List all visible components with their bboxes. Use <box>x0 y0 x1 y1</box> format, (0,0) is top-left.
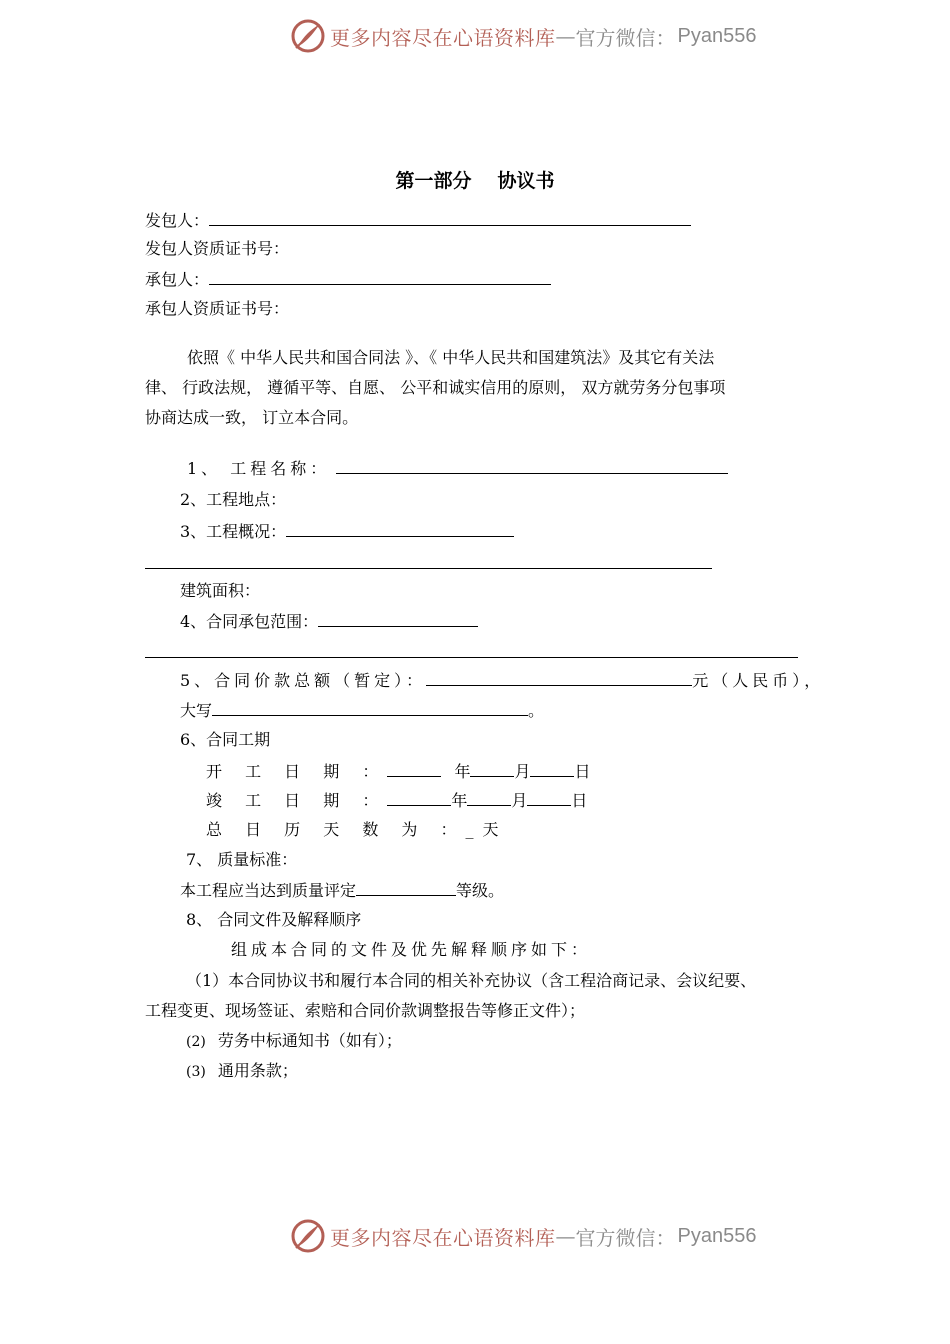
end-day-unit: 日 <box>571 791 588 810</box>
contractor-cert-label: 承包人资质证书号： <box>145 299 290 318</box>
contractor-line <box>145 269 551 290</box>
watermark-banner-bottom <box>290 1216 756 1256</box>
intro-line-1: 依照《 中华人民共和国合同法 》、《 中华人民共和国建筑法》及其它有关法 <box>187 348 715 367</box>
item-2-label: 2、工程地点： <box>180 490 287 509</box>
item-8-label: 8、 合同文件及解释顺序 <box>186 910 362 929</box>
quality-blank <box>356 880 456 896</box>
end-date-line <box>206 790 587 811</box>
price-words-label: 大写 <box>180 701 213 720</box>
start-day-unit: 日 <box>574 762 591 781</box>
title-name: 协议书 <box>497 170 555 192</box>
quality-line <box>180 880 504 901</box>
contractor-label: 承包人： <box>145 270 210 289</box>
contractor-blank <box>209 269 551 285</box>
page-title <box>0 166 950 193</box>
end-year-unit: 年 <box>451 791 468 810</box>
watermark-brand: 更多内容尽在心语资料库 <box>330 1225 556 1250</box>
employer-cert-label: 发包人资质证书号： <box>145 239 290 258</box>
start-month-blank <box>470 761 514 777</box>
order-intro: 组成本合同的文件及优先解释顺序如下： <box>231 940 592 959</box>
doc-3-number: (3) <box>186 1064 206 1080</box>
item-3-line <box>180 521 514 542</box>
item-5-label: 5、合同价款总额（暂定）： <box>180 671 427 690</box>
end-month-unit: 月 <box>511 791 528 810</box>
doc-2-number: (2) <box>186 1034 206 1050</box>
doc-3-text: 通用条款； <box>217 1061 298 1080</box>
employer-label: 发包人： <box>145 211 210 230</box>
price-unit: 元（人民币）， <box>692 671 825 690</box>
overview-continuation-rule <box>145 568 712 569</box>
start-month-unit: 月 <box>514 762 531 781</box>
quill-logo-icon <box>290 1218 326 1254</box>
start-day-blank <box>530 761 574 777</box>
item-3-label: 3、工程概况： <box>180 522 287 541</box>
watermark-brand: 更多内容尽在心语资料库 <box>330 25 556 50</box>
watermark-separator: — <box>555 24 576 48</box>
building-area-label: 建筑面积： <box>180 581 261 600</box>
start-date-line <box>206 761 591 782</box>
quality-text: 本工程应当达到质量评定 <box>180 881 357 900</box>
watermark-wechat-label: 官方微信： <box>575 1225 676 1250</box>
doc-1-line-2: 工程变更、现场签证、索赔和合同价款调整报告等修正文件）； <box>145 1001 586 1020</box>
item-1-label: 1、 工程名称： <box>187 459 331 478</box>
employer-cert-line <box>145 239 289 259</box>
price-words-line <box>180 700 544 721</box>
watermark-wechat-id: Pyan556 <box>677 24 757 47</box>
scope-blank <box>318 611 478 627</box>
quill-logo-icon <box>290 18 326 54</box>
price-words-blank <box>212 700 528 716</box>
doc-3-line <box>186 1061 298 1082</box>
item-1-line <box>187 458 728 479</box>
watermark-wechat-id: Pyan556 <box>677 1224 757 1247</box>
intro-line-2: 律、 行政法规， 遵循平等、自愿、 公平和诚实信用的原则， 双方就劳务分包事项 <box>145 378 726 397</box>
end-month-blank <box>467 790 511 806</box>
watermark-separator: — <box>555 1224 576 1248</box>
doc-2-text: 劳务中标通知书（如有）； <box>217 1031 402 1050</box>
watermark-wechat-label: 官方微信： <box>575 25 676 50</box>
total-days-line: 总 日 历 天 数 为 ：_天 <box>206 820 508 839</box>
item-5-line <box>180 670 824 691</box>
end-date-label: 竣 工 日 期 ： <box>206 791 388 810</box>
item-7-label: 7、 质量标准： <box>186 850 298 869</box>
title-part: 第一部分 <box>395 170 472 192</box>
project-name-blank <box>336 458 728 474</box>
price-blank <box>426 670 692 686</box>
watermark-banner-top <box>290 16 756 56</box>
start-date-label: 开 工 日 期 ： <box>206 762 388 781</box>
employer-blank <box>209 210 691 226</box>
end-day-blank <box>527 790 571 806</box>
doc-2-line <box>186 1031 402 1052</box>
project-overview-blank <box>286 521 514 537</box>
start-year-unit: 年 <box>454 762 471 781</box>
end-year-blank <box>387 790 451 806</box>
item-4-label: 4、合同承包范围： <box>180 612 319 631</box>
doc-1-line-1: （1）本合同协议书和履行本合同的相关补充协议（含工程洽商记录、会议纪要、 <box>186 971 757 990</box>
employer-line <box>145 210 691 231</box>
item-6-label: 6、合同工期 <box>180 730 271 749</box>
contractor-cert-line <box>145 299 289 319</box>
item-4-line <box>180 611 478 632</box>
price-words-end: 。 <box>528 701 545 720</box>
start-year-blank <box>387 761 441 777</box>
intro-line-3: 协商达成一致， 订立本合同。 <box>145 408 359 427</box>
quality-unit: 等级。 <box>456 881 505 900</box>
scope-continuation-rule <box>145 657 798 658</box>
